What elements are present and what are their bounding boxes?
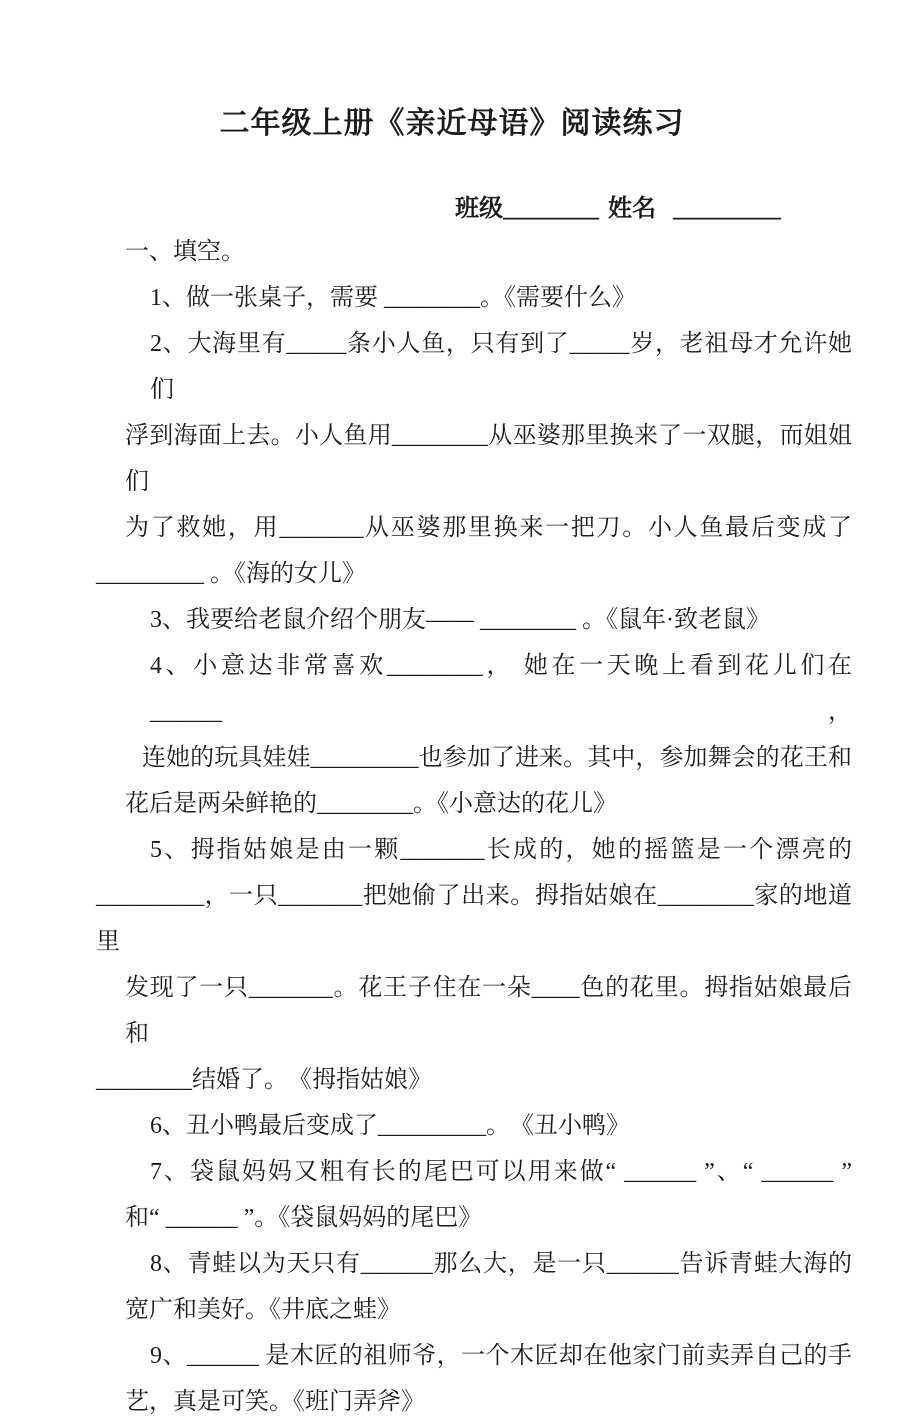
page-title: 二年级上册《亲近母语》阅读练习 bbox=[219, 107, 685, 140]
name-label: 姓名 bbox=[608, 196, 656, 222]
text-line: 4、小意达非常喜欢________， 她在一天晚上看到花儿们在______， bbox=[150, 653, 852, 725]
text-line: _________，一只_______把她偷了出来。拇指姑娘在________家的地道里 bbox=[96, 883, 852, 955]
student-info-line bbox=[455, 188, 781, 223]
text-line: 1、做一张桌子，需要 ________。《需要什么》 bbox=[150, 285, 636, 311]
text-line: 花后是两朵鲜艳的________。《小意达的花儿》 bbox=[125, 791, 617, 817]
text-line: 宽广和美好。《井底之蛙》 bbox=[125, 1297, 401, 1323]
text-line: 艺，真是可笑。《班门弄斧》 bbox=[125, 1389, 425, 1415]
text-line: 7、袋鼠妈妈又粗有长的尾巴可以用来做“ ______ ”、“ ______ ” bbox=[150, 1159, 852, 1185]
text-line: 连她的玩具娃娃_________也参加了进来。其中，参加舞会的花王和 bbox=[142, 745, 852, 771]
text-line: 8、青蛙以为天只有______那么大，是一只______告诉青蛙大海的 bbox=[150, 1251, 852, 1277]
class-label: 班级 bbox=[455, 196, 503, 222]
text-line: 3、我要给老鼠介绍个朋友—— ________ 。《鼠年·致老鼠》 bbox=[150, 607, 770, 633]
text-line: 9、______ 是木匠的祖师爷，一个木匠却在他家门前卖弄自己的手 bbox=[150, 1343, 852, 1369]
class-blank-line: ________ bbox=[503, 196, 599, 222]
name-blank-line: _________ bbox=[673, 196, 781, 222]
text-line: 5、拇指姑娘是由一颗_______长成的，她的摇篮是一个漂亮的 bbox=[150, 837, 852, 863]
text-line: 一、填空。 bbox=[125, 239, 245, 265]
text-line: 和“ ______ ”。《袋鼠妈妈的尾巴》 bbox=[125, 1205, 483, 1231]
text-line: ________结婚了。 《拇指姑娘》 bbox=[96, 1067, 432, 1093]
text-line: 发现了一只_______。花王子住在一朵____色的花里。拇指姑娘最后和 bbox=[125, 975, 852, 1047]
text-line: 为了救她，用_______从巫婆那里换来一把刀。小人鱼最后变成了 bbox=[125, 515, 852, 541]
text-line: 2、大海里有_____条小人鱼，只有到了_____岁，老祖母才允许她们 bbox=[150, 331, 852, 403]
worksheet-body bbox=[96, 229, 852, 1425]
text-line: 浮到海面上去。小人鱼用________从巫婆那里换来了一双腿，而姐姐们 bbox=[125, 423, 852, 495]
text-line: 6、丑小鸭最后变成了_________。 《丑小鸭》 bbox=[150, 1113, 630, 1139]
text-line: _________ 。《海的女儿》 bbox=[96, 561, 366, 587]
